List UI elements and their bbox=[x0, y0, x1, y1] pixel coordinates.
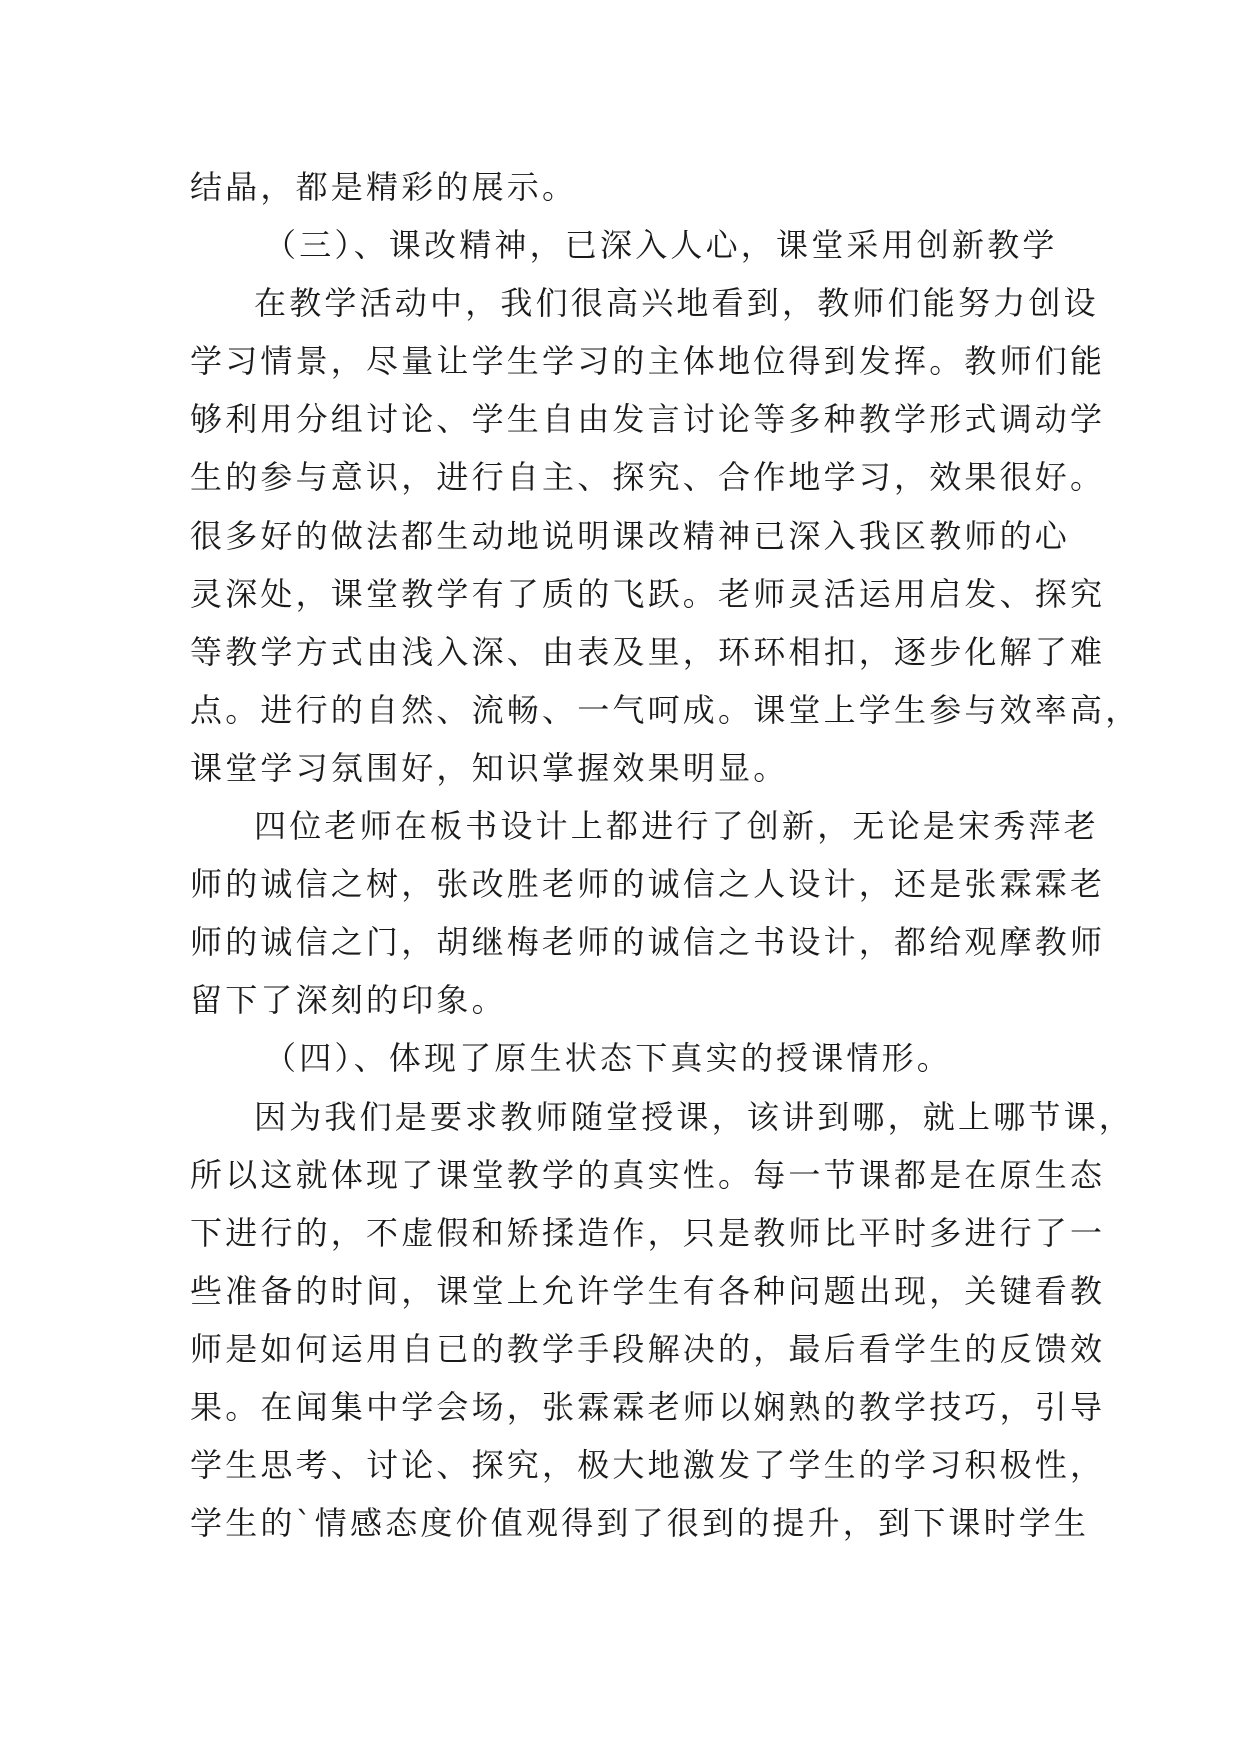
section-heading: （四）、体现了原生状态下真实的授课情形。 bbox=[264, 1039, 953, 1078]
text-line: 课堂学习氛围好，知识掌握效果明显。 bbox=[190, 748, 789, 787]
paragraph-first-line: 在教学活动中，我们很高兴地看到，教师们能努力创设 bbox=[254, 284, 1099, 323]
text-line: 够利用分组讨论、学生自由发言讨论等多种教学形式调动学 bbox=[190, 400, 1106, 439]
paragraph-first-line: 四位老师在板书设计上都进行了创新，无论是宋秀萍老 bbox=[254, 807, 1099, 846]
text-line: 等教学方式由浅入深、由表及里，环环相扣，逐步化解了难 bbox=[190, 632, 1106, 671]
text-line: 点。进行的自然、流畅、一气呵成。课堂上学生参与效率高， bbox=[190, 690, 1141, 729]
section-heading: （三）、课改精神，已深入人心，课堂采用创新教学 bbox=[264, 226, 1058, 265]
text-line: 学生思考、讨论、探究，极大地激发了学生的学习积极性， bbox=[190, 1446, 1106, 1485]
text-line: 很多好的做法都生动地说明课改精神已深入我区教师的心 bbox=[190, 516, 1071, 555]
text-line: 灵深处，课堂教学有了质的飞跃。老师灵活运用启发、探究 bbox=[190, 574, 1106, 613]
text-line: 师的诚信之门，胡继梅老师的诚信之书设计，都给观摩教师 bbox=[190, 923, 1106, 962]
body-text bbox=[190, 158, 1141, 1552]
text-line: 所以这就体现了课堂教学的真实性。每一节课都是在原生态 bbox=[190, 1155, 1106, 1194]
text-line: 果。在闻集中学会场，张霖霖老师以娴熟的教学技巧，引导 bbox=[190, 1387, 1106, 1426]
text-line: 师的诚信之树，张改胜老师的诚信之人设计，还是张霖霖老 bbox=[190, 865, 1106, 904]
text-line: 些准备的时间，课堂上允许学生有各种问题出现，关键看教 bbox=[190, 1271, 1106, 1310]
text-line: 下进行的，不虚假和矫揉造作，只是教师比平时多进行了一 bbox=[190, 1213, 1106, 1252]
text-line: 留下了深刻的印象。 bbox=[190, 981, 507, 1020]
text-line: 生的参与意识，进行自主、探究、合作地学习，效果很好。 bbox=[190, 458, 1106, 497]
paragraph-first-line: 因为我们是要求教师随堂授课，该讲到哪，就上哪节课， bbox=[254, 1097, 1135, 1136]
text-line: 学生的`情感态度价值观得到了很到的提升，到下课时学生 bbox=[190, 1504, 1090, 1543]
text-line: 结晶，都是精彩的展示。 bbox=[190, 168, 578, 206]
text-line: 师是如何运用自已的教学手段解决的，最后看学生的反馈效 bbox=[190, 1329, 1106, 1368]
text-line: 学习情景，尽量让学生学习的主体地位得到发挥。教师们能 bbox=[190, 342, 1106, 381]
